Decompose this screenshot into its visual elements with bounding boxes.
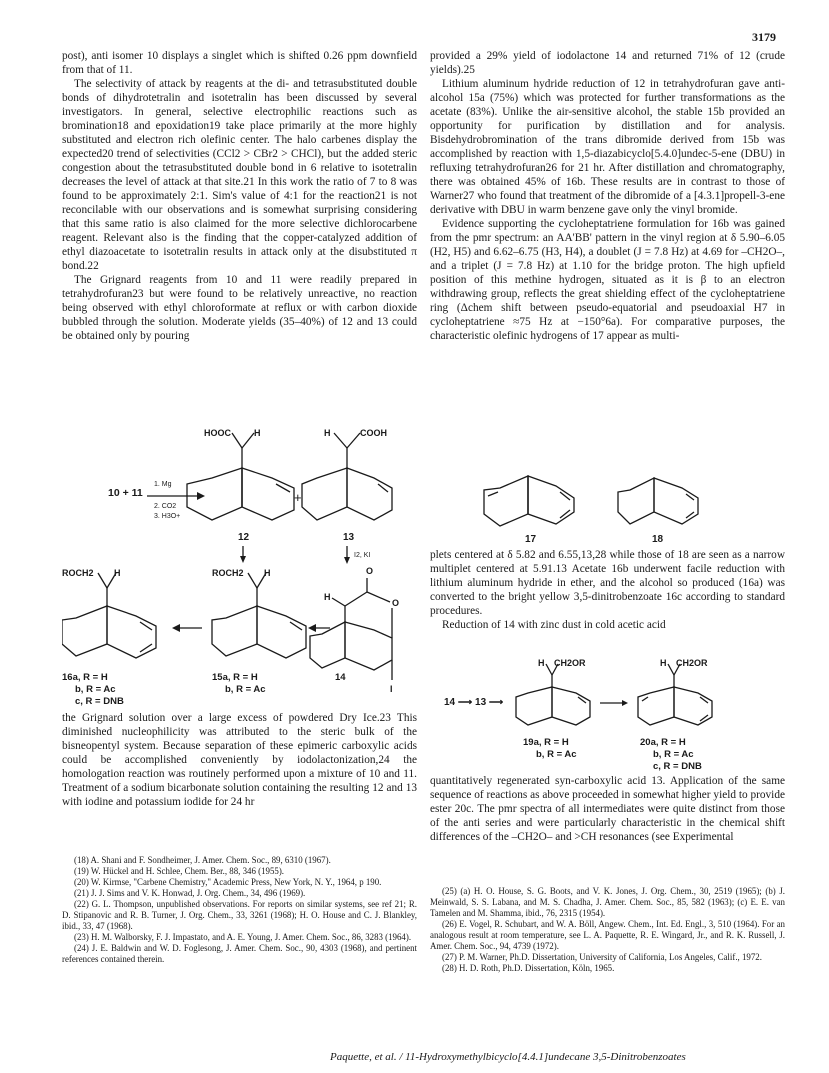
reagent-label: 3. H3O+ xyxy=(154,513,181,520)
compound-label-19a: 19a, R = H xyxy=(523,737,569,748)
left-column-top xyxy=(62,49,417,343)
compound-label-15b: b, R = Ac xyxy=(225,684,266,695)
paragraph: plets centered at δ 5.82 and 6.55,13,28 while those of 18 are seen as a narrow multiplet centered at 5.91.13 Acetate 16b underwent facile reduction with lithium aluminum hydride in ether, and the alcohol so produced (16a) was converted to the bright yellow 3,5-dinitrobenzoate 16c according to standard procedures. xyxy=(430,549,785,617)
svg-text:CH2OR: CH2OR xyxy=(676,658,708,668)
paragraph: the Grignard solution over a large excess of powdered Dry Ice.23 This diminished nucleophilicity was attributed to the steric bulk of the bisneopentyl system. Because separation of these epimeric carboxylic acids could be accomplished conveniently by iodolactonization,24 the homologation reaction was routinely performed upon a mixture of 10 and 11. Treatment of a sodium bicarbonate solution containing the resulting 12 and 13 with iodine and potassium iodide for 24 hr xyxy=(62,712,417,808)
compound-label-16a: 16a, R = H xyxy=(62,672,108,683)
running-footer: Paquette, et al. / 11-Hydroxymethylbicyclo[4.4.1]undecane 3,5-Dinitrobenzoates xyxy=(330,1051,686,1063)
structure-14 xyxy=(310,566,399,694)
reagent-label: I2, KI xyxy=(354,552,371,559)
structure-17 xyxy=(484,476,574,526)
paragraph: Reduction of 14 with zinc dust in cold acetic acid xyxy=(442,619,666,631)
footnote: (20) W. Kirmse, "Carbene Chemistry," Academic Press, New York, N. Y., 1964, p 190. xyxy=(74,877,382,887)
svg-text:O: O xyxy=(366,566,374,576)
reaction-label: 14 ⟶ 13 ⟶ xyxy=(444,697,504,708)
structure-18 xyxy=(618,478,698,524)
footnote: (24) J. E. Baldwin and W. D. Foglesong, J. Amer. Chem. Soc., 90, 4303 (1968), and pertinent references contained therein. xyxy=(62,943,417,964)
footnote: (23) H. M. Walborsky, F. J. Impastato, and A. E. Young, J. Amer. Chem. Soc., 86, 3283 (1964). xyxy=(74,932,412,942)
right-column-top xyxy=(430,49,785,343)
footnote: (28) H. D. Roth, Ph.D. Dissertation, Köln, 1965. xyxy=(442,963,615,973)
reaction-scheme-3 xyxy=(430,655,790,735)
reaction-scheme-1 xyxy=(62,422,417,700)
compound-label-19b: b, R = Ac xyxy=(536,749,577,760)
footnote: (19) W. Hückel and H. Schlee, Chem. Ber., 88, 346 (1955). xyxy=(74,866,285,876)
svg-text:H: H xyxy=(264,568,271,578)
page-number: 3179 xyxy=(752,30,776,44)
compound-label-20a: 20a, R = H xyxy=(640,737,686,748)
compound-number: 13 xyxy=(343,532,355,543)
compound-label-15a: 15a, R = H xyxy=(212,672,258,683)
svg-text:H: H xyxy=(324,592,331,602)
reactant-label: 10 + 11 xyxy=(108,487,143,499)
structure-19 xyxy=(516,658,590,725)
paragraph: Evidence supporting the cycloheptatriene formulation for 16b was gained from the pmr spectrum: an AA'BB' pattern in the vinyl region at δ 5.90–6.05 (H2, H5) and 6.62–6.75 (H3, H4), a doublet (J = 7.8 Hz) at 4.69 for –CH2O–, and a triplet (J = 7.8 Hz) at 1.10 for the bridge proton. The high upfield position of this methine hydrogen, situated as it is β to an electron withdrawing group, reflects the great shielding effect of the cycloheptatriene ring (Δchem shift between pseudo-equatorial and pseudoaxial H7 in cycloheptatriene ≈75 Hz at −150°6a). For comparative purposes, the characteristic olefinic hydrogens of 17 appear as multi- xyxy=(430,218,785,342)
structure-12 xyxy=(187,428,294,520)
structure-20 xyxy=(638,658,712,725)
footnote: (21) J. J. Sims and V. K. Honwad, J. Org. Chem., 34, 496 (1969). xyxy=(74,888,306,898)
svg-text:H: H xyxy=(324,428,331,438)
svg-text:H: H xyxy=(254,428,261,438)
compound-number: 17 xyxy=(525,534,537,545)
svg-text:HOOC: HOOC xyxy=(204,428,231,438)
svg-text:H: H xyxy=(538,658,545,668)
compound-label-20c: c, R = DNB xyxy=(653,761,702,772)
paragraph: Lithium aluminum hydride reduction of 12 in tetrahydrofuran gave anti-alcohol 15a (75%) which was protected for further transformations as the acetate (83%). Unlike the air-sensitive alcohol, the stable 15b provided an opportunity for purification by distillation and for analysis. Bisdehydrobromination of the trans dibromide derived from 15b was accomplished by reaction with 1,5-diazabicyclo[5.4.0]undec-5-ene (DBU) in refluxing tetrahydrofuran26 for 21 hr. After distillation and chromatography, there was obtained 45% of 16b. These results are in contrast to those of Warner27 who found that treatment of the dibromide of a [4.3.1]propell-3-ene derivative with DBU in warm benzene gave only the vinyl bromide. xyxy=(430,78,785,216)
structures-17-18 xyxy=(470,470,750,545)
compound-number: 12 xyxy=(238,532,250,543)
structure-13 xyxy=(302,428,392,520)
compound-label-20b: b, R = Ac xyxy=(653,749,694,760)
structure-16 xyxy=(62,568,156,658)
paragraph: post), anti isomer 10 displays a singlet which is shifted 0.26 ppm downfield from that of 11. xyxy=(62,50,417,76)
svg-text:ROCH2: ROCH2 xyxy=(62,568,94,578)
right-column-middle xyxy=(430,548,785,632)
footnotes-left xyxy=(62,855,417,965)
reagent-label: 2. CO2 xyxy=(154,503,177,510)
compound-label-16c: c, R = DNB xyxy=(75,696,124,707)
svg-text:H: H xyxy=(114,568,121,578)
svg-text:I: I xyxy=(390,684,393,694)
svg-text:O: O xyxy=(392,598,400,608)
svg-text:H: H xyxy=(660,658,667,668)
footnote: (18) A. Shani and F. Sondheimer, J. Amer. Chem. Soc., 89, 6310 (1967). xyxy=(74,855,331,865)
footnote: (26) E. Vogel, R. Schubart, and W. A. Böll, Angew. Chem., Int. Ed. Engl., 3, 510 (1964). For an analogous result at room temperature, see L. A. Paquette, R. E. Wingard, Jr., and R. K. Russell, J. Amer. Chem. Soc., 94, 4739 (1972). xyxy=(430,919,785,951)
right-column-bottom xyxy=(430,774,785,844)
svg-text:COOH: COOH xyxy=(360,428,387,438)
svg-text:CH2OR: CH2OR xyxy=(554,658,586,668)
paragraph: The selectivity of attack by reagents at the di- and tetrasubstituted double bonds of dihydrotetralin and isotetralin has been discussed by several investigators. In general, selective electrophilic reactions such as bromination18 and epoxidation19 take place primarily at the more highly substituted and electron rich olefinic center. The halo carbenes display the expected20 trend of selectivities (CCl2 > CBr2 > CHCl), but the added steric congestion about the tetrasubstituted double bond in 6 relative to isotetralin decreases the level of attack at that site.21 In this work the ratio of 7 to 8 was found to be approximately 2:1. Sim's value of 4:1 for the reaction21 is not reconcilable with our observations and is somewhat surprising considering that this same ratio is also claimed for the more selective dichlorocarbene reagent. Relevant also is the finding that the copper-catalyzed addition of ethyl diazoacetate to isotetralin results in attack only at the disubstituted π bond.22 xyxy=(62,78,417,272)
footnote: (22) G. L. Thompson, unpublished observations. For reports on similar systems, see ref 21; R. D. Stipanovic and R. B. Turner, J. Org. Chem., 33, 3261 (1968); H. O. House and C. J. Blankley, ibid., 33, 47 (1968). xyxy=(62,899,417,931)
compound-label-14: 14 xyxy=(335,672,346,683)
compound-label-16b: b, R = Ac xyxy=(75,684,116,695)
structure-15 xyxy=(212,568,306,658)
paragraph: provided a 29% yield of iodolactone 14 and returned 71% of 12 (crude yields).25 xyxy=(430,50,785,76)
svg-text:ROCH2: ROCH2 xyxy=(212,568,244,578)
footnote: (25) (a) H. O. House, S. G. Boots, and V. K. Jones, J. Org. Chem., 30, 2519 (1965); (b) J. Meinwald, S. S. Labana, and M. S. Chadha, J. Amer. Chem. Soc., 85, 582 (1963); (c) E. E. van Tamelen and M. Shamma, ibid., 76, 2315 (1954). xyxy=(430,886,785,918)
left-column-bottom xyxy=(62,711,417,809)
svg-text:+: + xyxy=(294,490,302,505)
compound-number: 18 xyxy=(652,534,664,545)
reagent-label: 1. Mg xyxy=(154,481,172,488)
paragraph: quantitatively regenerated syn-carboxylic acid 13. Application of the same sequence of reactions as above proceeded in somewhat higher yield to provide ester 20c. The pmr spectra of all intermediates were quite distinct from those of the anti series and were particularly characteristic in the chemical shift differences of the –CH2O– and >CH resonances (see Experimental xyxy=(430,775,785,843)
footnote: (27) P. M. Warner, Ph.D. Dissertation, University of California, Los Angeles, Calif., 1972. xyxy=(442,952,762,962)
footnotes-right xyxy=(430,886,785,974)
paragraph: The Grignard reagents from 10 and 11 were readily prepared in tetrahydrofuran23 but were found to be relatively unreactive, no reaction being observed with ethyl chloroformate at reflux or with carbon dioxide bubbled through the solution. Moderate yields (35–40%) of 12 and 13 could be obtained only by pouring xyxy=(62,274,417,342)
